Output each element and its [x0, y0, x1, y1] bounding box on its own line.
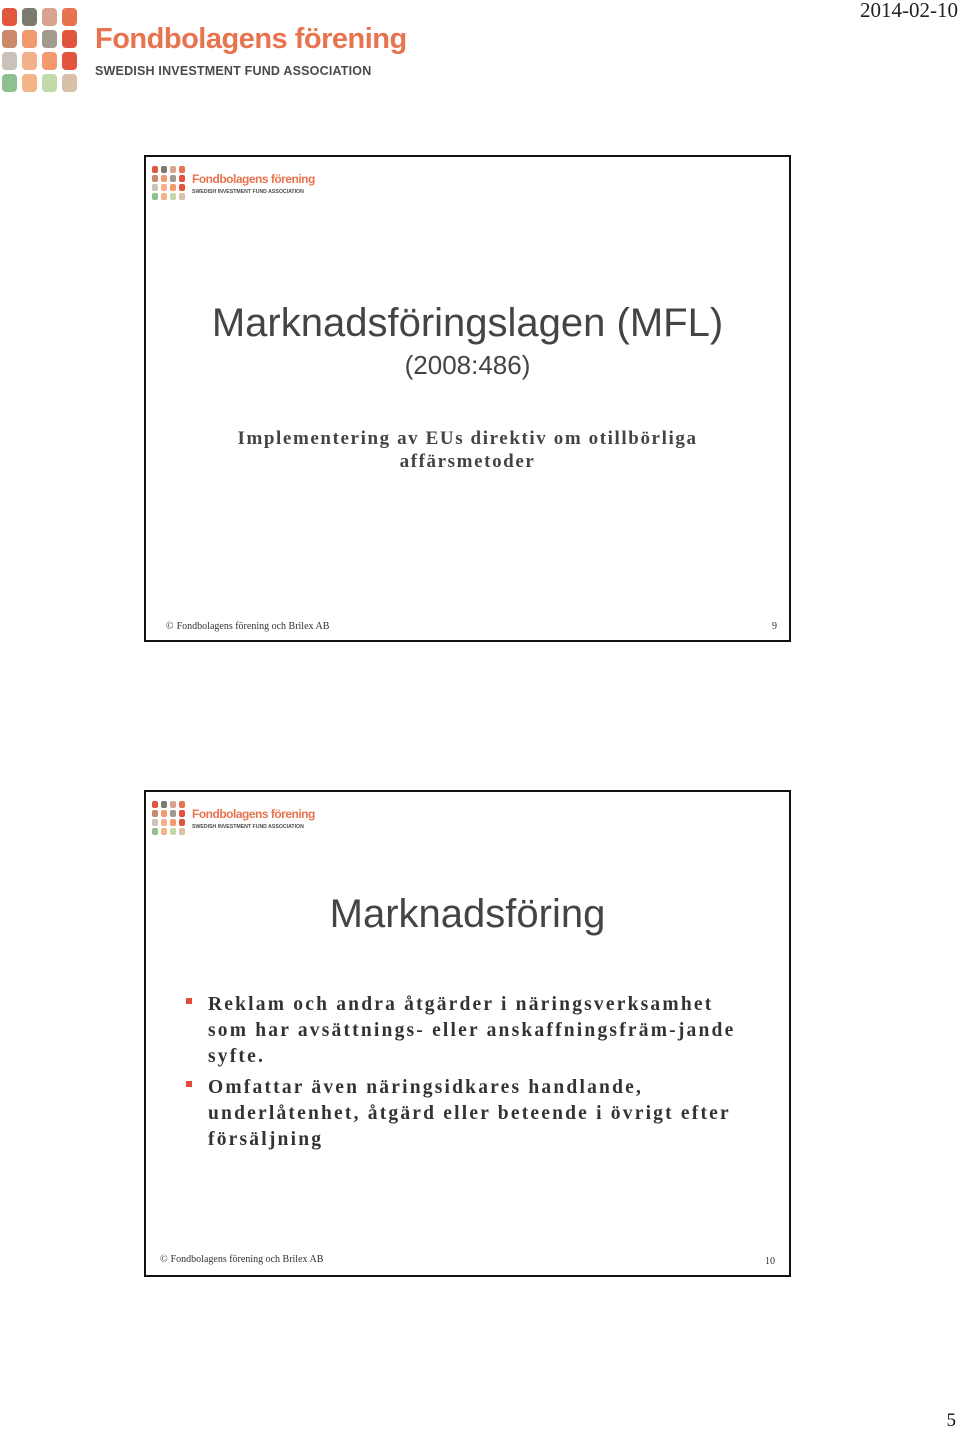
page-number: 5 [946, 1410, 956, 1431]
logo-tile [22, 8, 37, 26]
document-date: 2014-02-10 [860, 0, 958, 22]
logo-tile [152, 193, 158, 200]
logo-tile [179, 175, 185, 182]
logo-tile [22, 30, 37, 48]
slide-subtitle: Implementering av EUs direktiv om otillbörliga affärsmetoder [237, 428, 698, 472]
logo-tile [152, 819, 158, 826]
logo-tile [22, 74, 37, 92]
logo-name: Fondbolagens förening [192, 806, 315, 821]
slide-title: Marknadsföringslagen (MFL) [211, 301, 724, 345]
slide-logo [152, 165, 315, 201]
slide-footer [160, 1254, 323, 1265]
logo-tile [179, 801, 185, 808]
logo-tile [2, 52, 17, 70]
logo-tile [62, 8, 77, 26]
copyright-icon: © [166, 621, 174, 632]
logo-subtitle: SWEDISH INVESTMENT FUND ASSOCIATION [192, 188, 304, 195]
logo-tile [161, 828, 167, 835]
logo-tile [161, 810, 167, 817]
logo-name: Fondbolagens förening [95, 22, 407, 55]
logo-tile-grid [152, 801, 185, 835]
logo-tile [179, 828, 185, 835]
logo-tile [161, 184, 167, 191]
logo-tile [179, 810, 185, 817]
logo-tile [179, 193, 185, 200]
logo-tile [170, 166, 176, 173]
footer-text: Fondbolagens förening och Brilex AB [170, 1254, 324, 1265]
logo-tile [62, 74, 77, 92]
logo-tile [2, 74, 17, 92]
logo-tile [152, 175, 158, 182]
logo-tile [42, 30, 57, 48]
logo-tile [2, 30, 17, 48]
logo-tile [170, 175, 176, 182]
logo-tile [152, 801, 158, 808]
logo-tile [161, 166, 167, 173]
logo-tile [42, 52, 57, 70]
logo-tile [22, 52, 37, 70]
logo-tile [161, 193, 167, 200]
logo-tile [179, 184, 185, 191]
logo-name: Fondbolagens förening [192, 171, 315, 186]
logo-tile [152, 828, 158, 835]
slide-number: 9 [772, 621, 777, 632]
slide-number: 10 [765, 1256, 775, 1267]
logo-subtitle: SWEDISH INVESTMENT FUND ASSOCIATION [95, 63, 372, 78]
slide-title: Marknadsföring [329, 892, 606, 936]
logo-tile [2, 8, 17, 26]
logo-tile [161, 801, 167, 808]
footer-text: Fondbolagens förening och Brilex AB [176, 621, 330, 632]
logo-tile [62, 52, 77, 70]
logo-tile [161, 819, 167, 826]
logo-tile [152, 810, 158, 817]
logo-tile [42, 8, 57, 26]
logo-tile [42, 74, 57, 92]
slide-law-number: (2008:486) [404, 350, 531, 380]
logo-tile [179, 166, 185, 173]
logo-tile [62, 30, 77, 48]
bullet-list [208, 992, 753, 1158]
logo-tile [170, 828, 176, 835]
logo-tile [170, 801, 176, 808]
bullet-item: Reklam och andra åtgärder i näringsverksamhet som har avsättnings- eller anskaffningsfräm-jande syfte. [208, 992, 753, 1070]
bullet-item: Omfattar även näringsidkares handlande, underlåtenhet, åtgärd eller beteende i övrigt efter försäljning [208, 1075, 753, 1153]
logo-tile [152, 166, 158, 173]
slide-logo [152, 800, 315, 836]
logo-tile [179, 819, 185, 826]
logo-tile-grid [2, 8, 77, 92]
logo-subtitle: SWEDISH INVESTMENT FUND ASSOCIATION [192, 823, 304, 830]
slide-footer [166, 621, 329, 632]
logo-tile [170, 819, 176, 826]
association-logo [2, 6, 407, 94]
logo-tile [152, 184, 158, 191]
logo-tile [170, 193, 176, 200]
copyright-icon: © [160, 1254, 168, 1265]
slide-10 [144, 790, 791, 1277]
logo-tile [170, 184, 176, 191]
logo-tile [161, 175, 167, 182]
logo-tile [170, 810, 176, 817]
slide-9 [144, 155, 791, 642]
logo-tile-grid [152, 166, 185, 200]
